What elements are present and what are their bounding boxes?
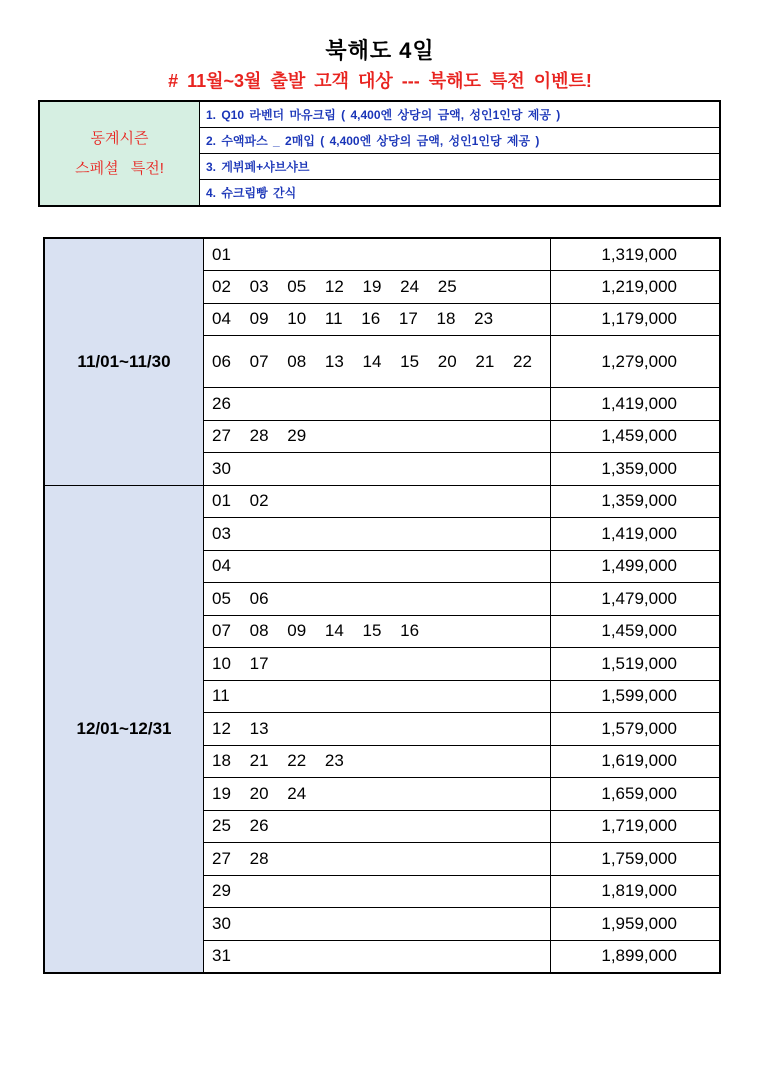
price-cell: 1,359,000 — [551, 453, 721, 486]
departure-days-cell: 05 06 — [204, 583, 551, 616]
promo-item: 4. 슈크림빵 간식 — [200, 180, 721, 207]
price-cell: 1,459,000 — [551, 615, 721, 648]
departure-days-cell: 30 — [204, 453, 551, 486]
price-cell: 1,419,000 — [551, 518, 721, 551]
price-cell: 1,959,000 — [551, 908, 721, 941]
departure-days-cell: 07 08 09 14 15 16 — [204, 615, 551, 648]
departure-days-cell: 29 — [204, 875, 551, 908]
price-cell: 1,319,000 — [551, 238, 721, 271]
departure-days-cell: 26 — [204, 388, 551, 421]
departure-days-cell: 12 13 — [204, 713, 551, 746]
price-cell: 1,419,000 — [551, 388, 721, 421]
promo-item: 3. 게뷔페+샤브샤브 — [200, 154, 721, 180]
departure-days-cell: 03 — [204, 518, 551, 551]
price-cell: 1,619,000 — [551, 745, 721, 778]
departure-days-cell: 30 — [204, 908, 551, 941]
departure-days-cell: 01 — [204, 238, 551, 271]
price-cell: 1,279,000 — [551, 336, 721, 388]
departure-days-cell: 11 — [204, 680, 551, 713]
departure-days-cell: 10 17 — [204, 648, 551, 681]
departure-days-cell: 19 20 24 — [204, 778, 551, 811]
price-cell: 1,519,000 — [551, 648, 721, 681]
page-title: 북해도 4일 — [325, 38, 435, 63]
price-cell: 1,459,000 — [551, 420, 721, 453]
table-row — [44, 238, 720, 271]
promo-label-line1: 동계시즌 — [90, 129, 149, 147]
promo-item: 2. 수액파스 _ 2매입 ( 4,400엔 상당의 금액, 성인1인당 제공 ) — [200, 128, 721, 154]
promo-label-line2: 스페셜 특전! — [75, 159, 164, 177]
departure-days-cell: 27 28 29 — [204, 420, 551, 453]
period-cell: 12/01~12/31 — [44, 485, 204, 973]
price-cell: 1,219,000 — [551, 271, 721, 304]
event-subtitle: # 11월~3월 출발 고객 대상 --- 북해도 특전 이벤트! — [168, 71, 592, 91]
period-cell: 11/01~11/30 — [44, 238, 204, 485]
price-cell: 1,499,000 — [551, 550, 721, 583]
departure-days-cell: 02 03 05 12 19 24 25 — [204, 271, 551, 304]
departure-days-cell: 04 09 10 11 16 17 18 23 — [204, 303, 551, 336]
price-cell: 1,759,000 — [551, 843, 721, 876]
price-table — [43, 237, 721, 974]
departure-days-cell: 04 — [204, 550, 551, 583]
departure-days-cell: 27 28 — [204, 843, 551, 876]
price-cell: 1,179,000 — [551, 303, 721, 336]
departure-days-cell: 25 26 — [204, 810, 551, 843]
promo-label — [39, 101, 200, 206]
price-cell: 1,359,000 — [551, 485, 721, 518]
promo-table — [38, 100, 721, 207]
price-cell: 1,579,000 — [551, 713, 721, 746]
price-cell: 1,659,000 — [551, 778, 721, 811]
price-cell: 1,899,000 — [551, 940, 721, 973]
table-row — [44, 485, 720, 518]
price-cell: 1,599,000 — [551, 680, 721, 713]
departure-days-cell: 01 02 — [204, 485, 551, 518]
price-cell: 1,719,000 — [551, 810, 721, 843]
departure-days-cell: 31 — [204, 940, 551, 973]
departure-days-cell: 06 07 08 13 14 15 20 21 22 — [204, 336, 551, 388]
departure-days-cell: 18 21 22 23 — [204, 745, 551, 778]
price-cell: 1,819,000 — [551, 875, 721, 908]
promo-item: 1. Q10 라벤더 마유크림 ( 4,400엔 상당의 금액, 성인1인당 제공 ) — [200, 101, 721, 128]
price-cell: 1,479,000 — [551, 583, 721, 616]
